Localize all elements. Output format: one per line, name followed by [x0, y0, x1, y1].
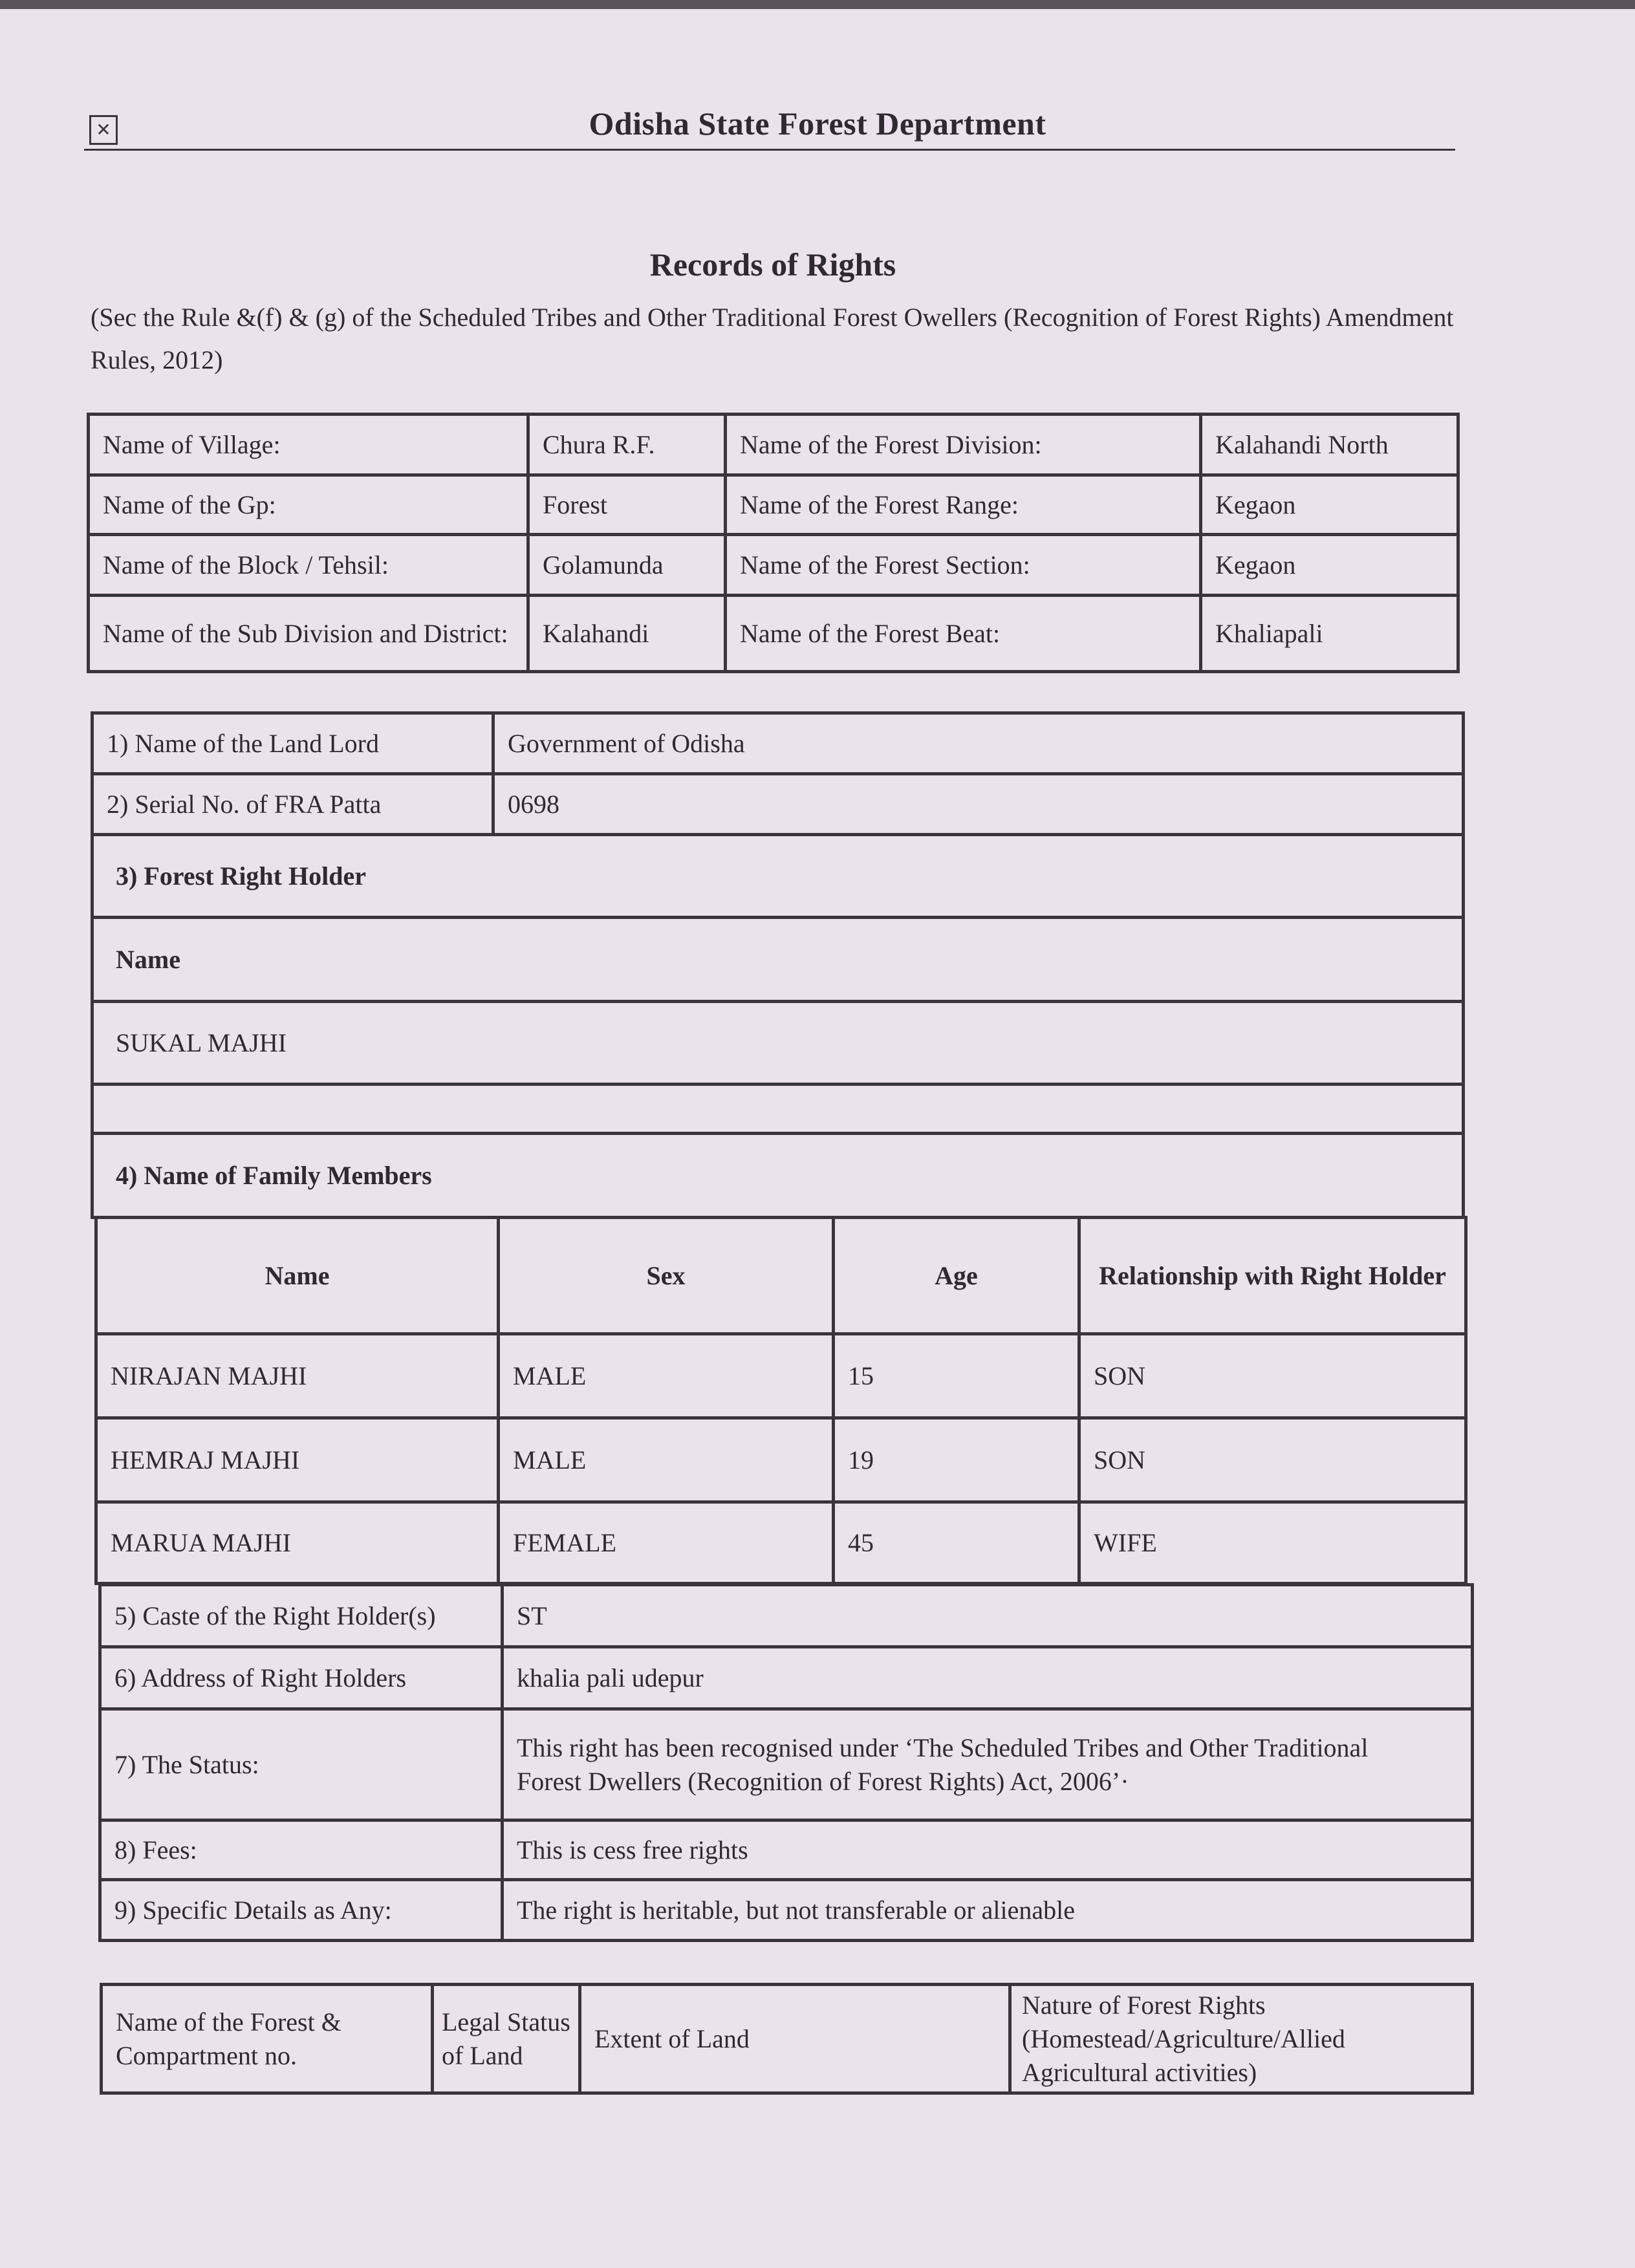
land-lord-row — [92, 713, 1464, 774]
detail-row — [100, 1820, 1473, 1880]
detail-label: 5) Caste of the Right Holder(s) — [100, 1585, 503, 1647]
label: Name of the Forest Division: — [726, 415, 1201, 475]
forest-header-name: Name of the Forest & Compartment no. — [102, 1985, 433, 2093]
detail-row — [100, 1880, 1473, 1941]
member-age: 19 — [834, 1418, 1079, 1502]
member-sex: FEMALE — [499, 1502, 834, 1584]
value: Forest — [528, 475, 726, 535]
member-name: MARUA MAJHI — [96, 1502, 499, 1584]
serial-row — [92, 774, 1464, 835]
member-relationship: WIFE — [1079, 1502, 1466, 1584]
land-lord-label: 1) Name of the Land Lord — [92, 713, 493, 774]
value: Chura R.F. — [528, 415, 726, 475]
detail-value: ST — [503, 1585, 1473, 1647]
column-header-relationship: Relationship with Right Holder — [1079, 1218, 1466, 1334]
holder-name-row — [92, 1002, 1464, 1085]
detail-value: The right is heritable, but not transferable or alienable — [503, 1880, 1473, 1941]
value: Golamunda — [528, 535, 726, 596]
member-name: HEMRAJ MAJHI — [96, 1418, 499, 1502]
column-header-sex: Sex — [499, 1218, 834, 1334]
label: Name of the Forest Range: — [726, 475, 1201, 535]
value: Khaliapali — [1201, 596, 1458, 672]
record-table — [91, 711, 1465, 1219]
member-age: 45 — [834, 1502, 1079, 1584]
value: Kegaon — [1201, 475, 1458, 535]
label: Name of the Sub Division and District: — [89, 596, 528, 672]
serial-label: 2) Serial No. of FRA Patta — [92, 774, 493, 835]
detail-value: khalia pali udepur — [503, 1647, 1473, 1709]
forest-header-nature: Nature of Forest Rights (Homestead/Agriculture/Allied Agricultural activities) — [1010, 1985, 1473, 2093]
detail-label: 7) The Status: — [100, 1709, 503, 1820]
empty-cell — [92, 1085, 1464, 1134]
value: Kalahandi North — [1201, 415, 1458, 475]
village-row — [89, 415, 1458, 475]
name-heading: Name — [92, 918, 1464, 1002]
scan-top-edge — [0, 0, 1635, 9]
family-row — [96, 1502, 1466, 1584]
member-relationship: SON — [1079, 1418, 1466, 1502]
village-info-table — [87, 413, 1460, 673]
label: Name of the Forest Section: — [726, 535, 1201, 596]
value: Kegaon — [1201, 535, 1458, 596]
label: Name of Village: — [89, 415, 528, 475]
holder-name: SUKAL MAJHI — [92, 1002, 1464, 1085]
member-name: NIRAJAN MAJHI — [96, 1334, 499, 1418]
detail-label: 8) Fees: — [100, 1820, 503, 1880]
detail-row — [100, 1709, 1473, 1820]
header-divider — [84, 149, 1455, 151]
holder-heading-row — [92, 835, 1464, 918]
member-age: 15 — [834, 1334, 1079, 1418]
family-heading-row — [92, 1134, 1464, 1218]
column-header-name: Name — [96, 1218, 499, 1334]
document-subtitle: (Sec the Rule &(f) & (g) of the Scheduled Tribes and Other Traditional Forest Owellers (Recognition of Forest Rights) Amendment Rules, 2012) — [91, 303, 1454, 374]
details-table — [98, 1583, 1474, 1942]
family-header-row — [96, 1218, 1466, 1334]
empty-row — [92, 1085, 1464, 1134]
holder-heading: 3) Forest Right Holder — [92, 835, 1464, 918]
label: Name of the Gp: — [89, 475, 528, 535]
member-sex: MALE — [499, 1334, 834, 1418]
detail-value: This right has been recognised under ‘The Scheduled Tribes and Other Traditional Forest Dwellers (Recognition of Forest Rights) Act, 2006’· — [503, 1709, 1473, 1820]
detail-value: This is cess free rights — [503, 1820, 1473, 1880]
village-row — [89, 596, 1458, 672]
detail-row — [100, 1585, 1473, 1647]
village-row — [89, 535, 1458, 596]
family-row — [96, 1418, 1466, 1502]
family-members-table — [94, 1216, 1467, 1585]
column-header-age: Age — [834, 1218, 1079, 1334]
family-heading: 4) Name of Family Members — [92, 1134, 1464, 1218]
member-sex: MALE — [499, 1418, 834, 1502]
close-box-icon: ✕ — [89, 115, 118, 145]
serial-value: 0698 — [493, 774, 1464, 835]
village-row — [89, 475, 1458, 535]
detail-row — [100, 1647, 1473, 1709]
detail-label: 9) Specific Details as Any: — [100, 1880, 503, 1941]
department-title: Odisha State Forest Department — [589, 105, 1046, 142]
forest-header-legal-status: Legal Status of Land — [433, 1985, 580, 2093]
value: Kalahandi — [528, 596, 726, 672]
document-title: Records of Rights — [649, 246, 896, 283]
label: Name of the Block / Tehsil: — [89, 535, 528, 596]
member-relationship: SON — [1079, 1334, 1466, 1418]
forest-details-table — [100, 1983, 1474, 2095]
land-lord-value: Government of Odisha — [493, 713, 1464, 774]
label: Name of the Forest Beat: — [726, 596, 1201, 672]
family-row — [96, 1334, 1466, 1418]
detail-label: 6) Address of Right Holders — [100, 1647, 503, 1709]
forest-header-row — [102, 1985, 1473, 2093]
name-heading-row — [92, 918, 1464, 1002]
forest-header-extent: Extent of Land — [580, 1985, 1010, 2093]
